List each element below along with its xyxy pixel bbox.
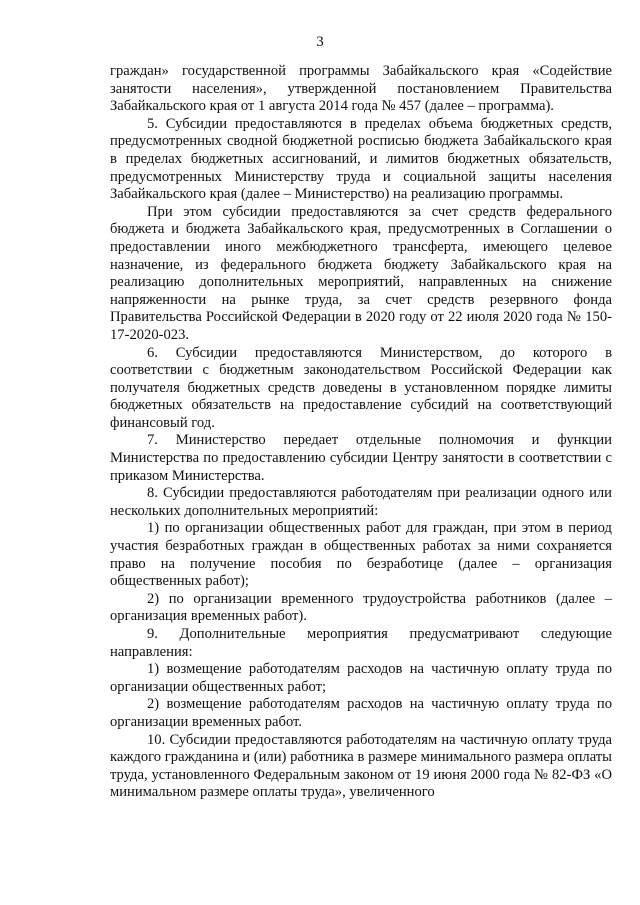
list-item-public-works: 1) по организации общественных работ для граждан, при этом в период участия безработных граждан в общественных работах за ними сохраняется право на получение пособия по безработице (далее – организация общественных работ); bbox=[110, 520, 612, 590]
paragraph-10-minimum-wage: 10. Субсидии предоставляются работодателям на частичную оплату труда каждого гражданина и (или) работника в размере минимального размера оплаты труда, установленного Федеральным законом от 19 июня 2000 года № 82-ФЗ «О минимальном размере оплаты труда», увеличенного bbox=[110, 731, 612, 801]
list-item-temporary-works-reimbursement: 2) возмещение работодателям расходов на частичную оплату труда по организации временных работ. bbox=[110, 696, 612, 730]
paragraph-5-budget-limits: 5. Субсидии предоставляются в пределах объема бюджетных средств, предусмотренных сводной бюджетной росписью бюджета Забайкальского края в пределах бюджетных ассигнований, и лимитов бюджетных обязательств, предусмотренных Министерству труда и социальной защиты населения Забайкальского края (далее – Министерство) на реализацию программы. bbox=[110, 115, 612, 203]
paragraph-9-directions: 9. Дополнительные мероприятия предусматривают следующие направления: bbox=[110, 626, 612, 660]
paragraph-program-reference: граждан» государственной программы Забайкальского края «Содействие занятости населения», утвержденной постановлением Правительства Забайкальского края от 1 августа 2014 года № 457 (далее – программа). bbox=[110, 63, 612, 115]
paragraph-8-employers: 8. Субсидии предоставляются работодателям при реализации одного или нескольких дополнительных мероприятий: bbox=[110, 485, 612, 519]
paragraph-7-delegation: 7. Министерство передает отдельные полномочия и функции Министерства по предоставлению субсидии Центру занятости в соответствии с приказом Министерства. bbox=[110, 432, 612, 484]
paragraph-funding-sources: При этом субсидии предоставляются за счет средств федерального бюджета и бюджета Забайкальского края, предусмотренных в Соглашении о предоставлении иного межбюджетного трансферта, имеющего целевое назначение, из федерального бюджета бюджету Забайкальского края на реализацию дополнительных мероприятий, направленных на снижение напряженности на рынке труда, за счет средств резервного фонда Правительства Российской Федерации в 2020 году от 22 июля 2020 года № 150-17-2020-023. bbox=[110, 203, 612, 343]
document-body bbox=[110, 63, 612, 802]
list-item-public-works-reimbursement: 1) возмещение работодателям расходов на частичную оплату труда по организации общественных работ; bbox=[110, 661, 612, 695]
paragraph-6-ministry: 6. Субсидии предоставляются Министерством, до которого в соответствии с бюджетным законодательством Российской Федерации как получателя бюджетных средств доведены в установленном порядке лимиты бюджетных обязательств на предоставление субсидий на соответствующий финансовый год. bbox=[110, 344, 612, 431]
list-item-temporary-employment: 2) по организации временного трудоустройства работников (далее – организация временных работ). bbox=[110, 590, 612, 625]
page-number: 3 bbox=[316, 34, 324, 50]
